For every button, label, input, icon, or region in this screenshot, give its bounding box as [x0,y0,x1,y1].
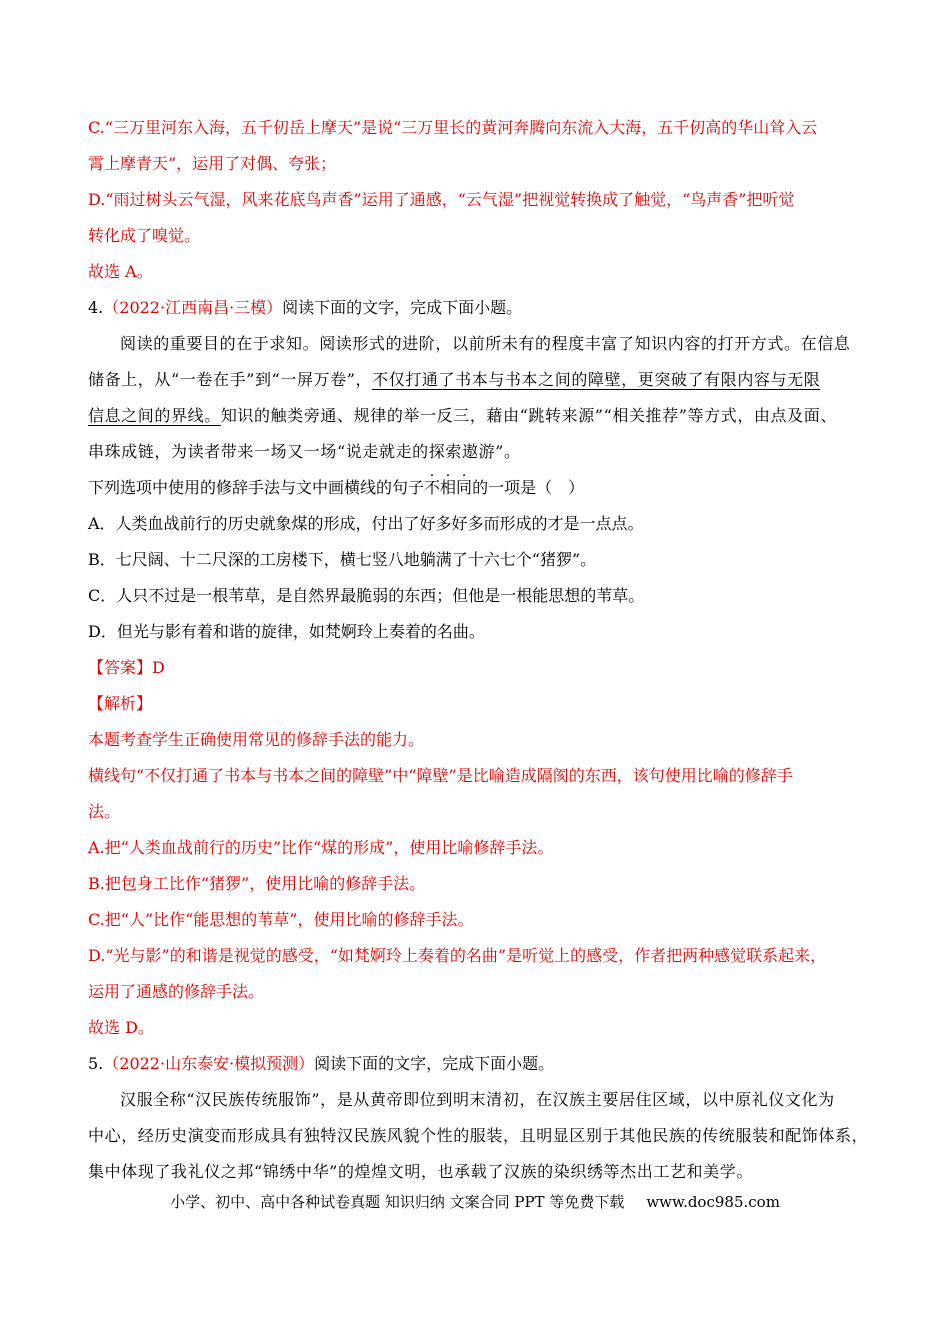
q4-analysis-a: A.把“人类血战前行的历史”比作“煤的形成”，使用比喻修辞手法。 [88,838,554,857]
q4-analysis-d1: D.“光与影”的和谐是视觉的感受，“如梵婀玲上奏着的名曲”是听觉上的感受，作者把两种感觉联系起来， [88,946,827,965]
q4-stem-emph-3: 同 [456,478,473,497]
page-footer [0,1192,950,1212]
q5-number: 5. [88,1054,104,1073]
q4-conclusion: 故选 D。 [88,1018,154,1037]
footer-url[interactable]: www.doc985.com [646,1193,780,1211]
q5-header [88,1054,554,1074]
q4-analysis-line1: 本题考查学生正确使用常见的修辞手法的能力。 [88,730,425,749]
q4-analysis-label: 【解析】 [88,694,153,713]
q5-passage-line2: 中心，经历史演变而形成具有独特汉民族风貌个性的服装，且明显区别于其他民族的传统服装和配饰体系， [88,1126,869,1145]
prev-answer-c-line2: 霄上摩青天”，运用了对偶、夸张； [88,154,337,173]
q5-passage-line3: 集中体现了我礼仪之邦“锦绣中华”的煌煌文明，也承载了汉族的染织绣等杰出工艺和美学。 [88,1162,753,1181]
q4-header [88,298,522,318]
q4-answer: 【答案】D [88,658,165,677]
q4-analysis-line2: 横线句“不仅打通了书本与书本之间的障壁”中“障壁”是比喻造成隔阂的东西，该句使用比喻的修辞手 [88,766,793,785]
q4-option-d: D．但光与影有着和谐的旋律，如梵婀玲上奏着的名曲。 [88,622,485,641]
q4-underlined-sentence-part1: 不仅打通了书本与书本之间的障壁，更突破了有限内容与无限 [372,370,821,389]
q4-instruction: 阅读下面的文字，完成下面小题。 [282,298,523,317]
q4-option-b: B．七尺阔、十二尺深的工房楼下，横七竖八地躺满了十六七个“猪猡”。 [88,550,597,569]
q4-stem [88,478,584,498]
q4-stem-a: 下列选项中使用的修辞手法与文中画横线的句子 [88,478,425,497]
footer-text: 小学、初中、高中各种试卷真题 知识归纳 文案合同 PPT 等免费下载 [170,1193,625,1211]
q4-source: （2022·江西南昌·三模） [103,298,283,317]
q4-stem-emph-1: 不 [424,478,441,497]
q4-analysis-c: C.把“人”比作“能思想的苇草”，使用比喻的修辞手法。 [88,910,474,929]
q4-passage-line2-a: 储备上，从“一卷在手”到“一屏万卷”， [88,370,373,389]
q4-number: 4. [88,298,104,317]
q4-stem-b: 的一项是（ ） [472,478,585,497]
q4-option-a: A．人类血战前行的历史就象煤的形成，付出了好多好多而形成的才是一点点。 [88,514,644,533]
q4-passage-line3 [88,406,837,426]
prev-answer-conclusion: 故选 A。 [88,262,153,281]
prev-answer-d-line1: D.“雨过树头云气湿，风来花底鸟声香”运用了通感，“云气湿”把视觉转换成了触觉，“鸟声香”把听觉 [88,190,795,209]
q4-passage-line4: 串珠成链，为读者带来一场又一场“说走就走的探索遨游”。 [88,442,521,461]
q4-underlined-sentence-part2: 信息之间的界线。 [88,406,221,425]
q4-passage-line1: 阅读的重要目的在于求知。阅读形式的进阶，以前所未有的程度丰富了知识内容的打开方式。在信息 [120,334,851,353]
q4-analysis-b: B.把包身工比作“猪猡”，使用比喻的修辞手法。 [88,874,426,893]
q4-analysis-d2: 运用了通感的修辞手法。 [88,982,265,1001]
prev-answer-d-line2: 转化成了嗅觉。 [88,226,201,245]
q4-passage-line3-b: 知识的触类旁通、规律的举一反三，藉由“跳转来源”“相关推荐”等方式，由点及面、 [220,406,837,425]
q5-instruction: 阅读下面的文字，完成下面小题。 [314,1054,555,1073]
q5-passage-line1: 汉服全称“汉民族传统服饰”，是从黄帝即位到明末清初，在汉族主要居住区域，以中原礼仪文化为 [120,1090,835,1109]
prev-answer-c-line1: C.“三万里河东入海，五千仞岳上摩天”是说“三万里长的黄河奔腾向东流入大海，五千仞高的华山耸入云 [88,118,818,137]
q4-analysis-line3: 法。 [88,802,121,821]
q4-passage-line2 [88,370,820,390]
q4-stem-emph-2: 相 [440,478,457,497]
q5-source: （2022·山东泰安·模拟预测） [103,1054,315,1073]
q4-option-c: C．人只不过是一根苇草，是自然界最脆弱的东西；但他是一根能思想的苇草。 [88,586,645,605]
